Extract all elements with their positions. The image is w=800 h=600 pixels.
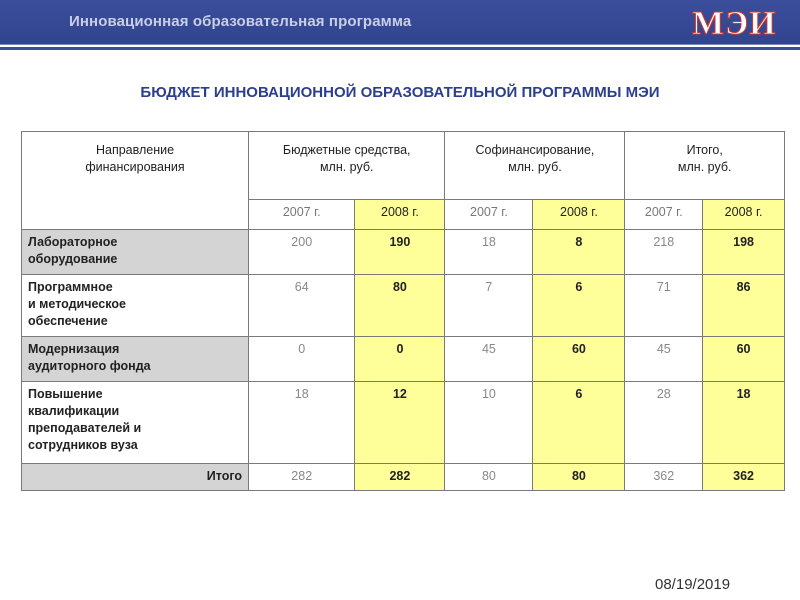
table-row bbox=[22, 337, 785, 382]
header-budget-line: млн. руб. bbox=[319, 160, 374, 174]
row-label-line: сотрудников вуза bbox=[28, 438, 138, 452]
year-cell: 2008 г. bbox=[355, 200, 445, 230]
page-title: БЮДЖЕТ ИННОВАЦИОННОЙ ОБРАЗОВАТЕЛЬНОЙ ПРОГРАММЫ МЭИ bbox=[140, 84, 660, 101]
header-divider bbox=[0, 44, 800, 50]
value-cell: 45 bbox=[625, 337, 703, 382]
row-label-line: Модернизация bbox=[28, 342, 120, 356]
value-cell: 7 bbox=[445, 275, 533, 337]
slide-date: 08/19/2019 bbox=[655, 576, 731, 593]
value-cell: 64 bbox=[249, 275, 355, 337]
year-cell: 2007 г. bbox=[249, 200, 355, 230]
header-budget bbox=[249, 132, 445, 200]
table-row bbox=[22, 382, 785, 464]
value-cell: 6 bbox=[533, 382, 625, 464]
row-label-line: аудиторного фонда bbox=[28, 359, 151, 373]
header-direction-line: финансирования bbox=[85, 160, 185, 174]
value-cell: 6 bbox=[533, 275, 625, 337]
value-cell: 80 bbox=[355, 275, 445, 337]
value-cell: 18 bbox=[445, 230, 533, 275]
year-cell: 2008 г. bbox=[533, 200, 625, 230]
value-cell: 45 bbox=[445, 337, 533, 382]
value-cell: 0 bbox=[249, 337, 355, 382]
year-cell: 2007 г. bbox=[445, 200, 533, 230]
total-cell: 282 bbox=[249, 464, 355, 491]
total-cell: 282 bbox=[355, 464, 445, 491]
table-header-row bbox=[22, 132, 785, 200]
header-cofinancing-line: Софинансирование, bbox=[475, 143, 595, 157]
header-cofinancing-line: млн. руб. bbox=[508, 160, 562, 174]
header-budget-line: Бюджетные средства, bbox=[282, 143, 411, 157]
year-cell: 2007 г. bbox=[625, 200, 703, 230]
row-label-line: квалификации bbox=[28, 404, 120, 418]
header-total-line: млн. руб. bbox=[677, 160, 732, 174]
value-cell: 18 bbox=[703, 382, 785, 464]
row-label bbox=[22, 230, 249, 275]
header-total-line: Итого, bbox=[686, 143, 723, 157]
row-label bbox=[22, 337, 249, 382]
row-label bbox=[22, 275, 249, 337]
value-cell: 190 bbox=[355, 230, 445, 275]
table-total-row bbox=[22, 464, 785, 491]
total-cell: 80 bbox=[445, 464, 533, 491]
header-direction-line: Направление bbox=[95, 143, 175, 157]
row-label-line: Повышение bbox=[28, 387, 103, 401]
value-cell: 8 bbox=[533, 230, 625, 275]
value-cell: 28 bbox=[625, 382, 703, 464]
header-bar bbox=[0, 0, 800, 44]
row-label-line: преподавателей и bbox=[28, 421, 142, 435]
header-title: Инновационная образовательная программа bbox=[69, 13, 412, 30]
value-cell: 60 bbox=[703, 337, 785, 382]
table-row bbox=[22, 230, 785, 275]
header-direction bbox=[22, 132, 249, 230]
mei-logo bbox=[690, 3, 790, 41]
header-cofinancing bbox=[445, 132, 625, 200]
value-cell: 0 bbox=[355, 337, 445, 382]
total-cell: 80 bbox=[533, 464, 625, 491]
budget-table bbox=[21, 131, 785, 491]
value-cell: 71 bbox=[625, 275, 703, 337]
value-cell: 218 bbox=[625, 230, 703, 275]
value-cell: 18 bbox=[249, 382, 355, 464]
value-cell: 12 bbox=[355, 382, 445, 464]
row-label-line: Программное bbox=[28, 280, 113, 294]
table-row bbox=[22, 275, 785, 337]
value-cell: 200 bbox=[249, 230, 355, 275]
row-label-line: оборудование bbox=[28, 252, 118, 266]
value-cell: 60 bbox=[533, 337, 625, 382]
value-cell: 86 bbox=[703, 275, 785, 337]
row-label bbox=[22, 382, 249, 464]
total-cell: 362 bbox=[703, 464, 785, 491]
header-total bbox=[625, 132, 785, 200]
row-label-line: и методическое bbox=[28, 297, 126, 311]
total-label: Итого bbox=[22, 464, 249, 491]
row-label-line: Лабораторное bbox=[28, 235, 118, 249]
value-cell: 198 bbox=[703, 230, 785, 275]
total-cell: 362 bbox=[625, 464, 703, 491]
year-cell: 2008 г. bbox=[703, 200, 785, 230]
value-cell: 10 bbox=[445, 382, 533, 464]
row-label-line: обеспечение bbox=[28, 314, 108, 328]
svg-text:МЭИ: МЭИ bbox=[692, 5, 777, 41]
